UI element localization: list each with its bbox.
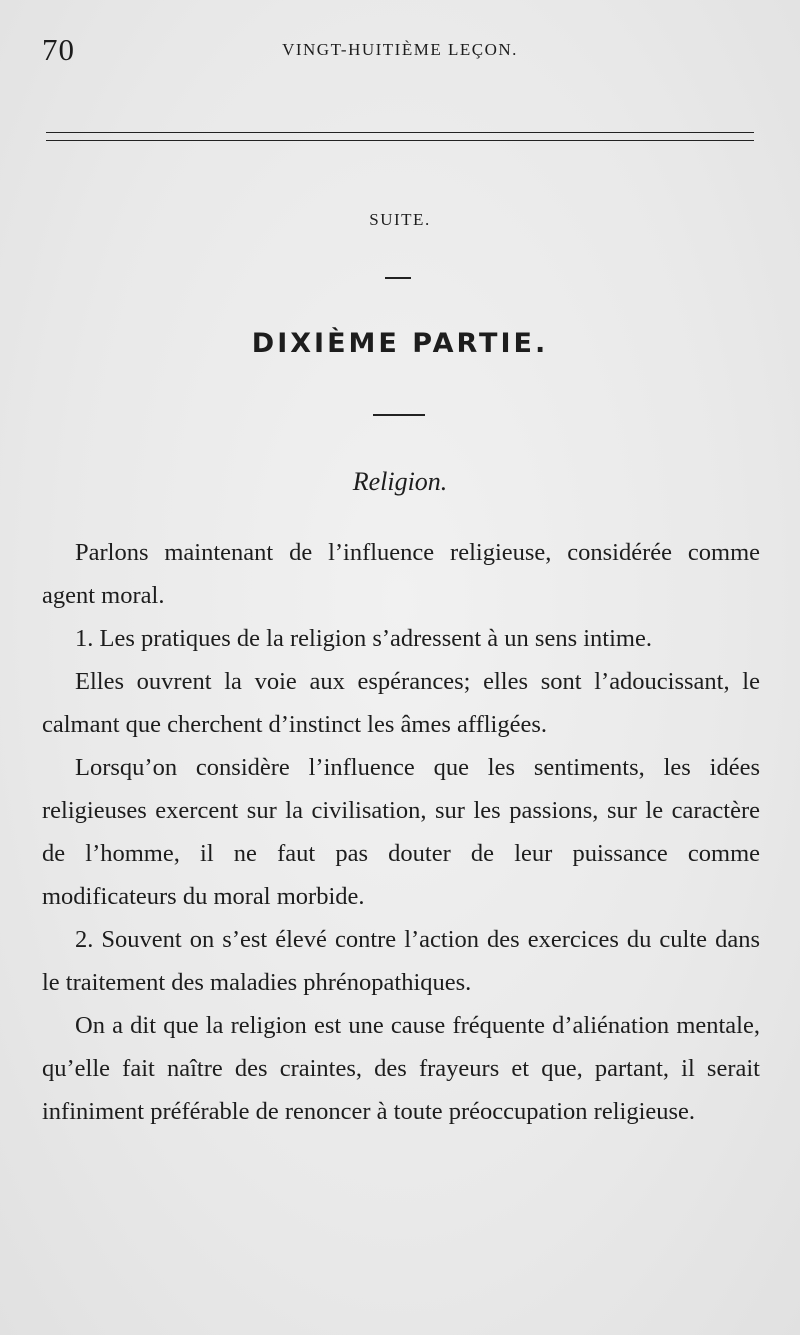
part-title: DIXIÈME PARTIE. bbox=[251, 328, 549, 359]
separator-dash bbox=[385, 277, 411, 279]
body-text bbox=[42, 531, 760, 1133]
paragraph: On a dit que la religion est une cause fréquente d’aliénation mentale, qu’elle fait naître des craintes, des frayeurs et que, partant, il serait infiniment préférable de renoncer à toute préoccupation religieuse. bbox=[42, 1012, 760, 1125]
header-double-rule bbox=[46, 132, 754, 141]
running-head: VINGT-HUITIÈME LEÇON. bbox=[282, 40, 518, 59]
page-header bbox=[0, 28, 800, 78]
paragraph: 2. Souvent on s’est élevé contre l’action des exercices du culte dans le traitement des maladies phrénopathiques. bbox=[42, 926, 760, 996]
separator-dash bbox=[373, 414, 425, 416]
paragraph: Lorsqu’on considère l’influence que les sentiments, les idées religieuses exercent sur la civilisation, sur les passions, sur le caractère de l’homme, il ne faut pas douter de leur puissance comme modificateurs du moral morbide. bbox=[42, 754, 760, 910]
paragraph: Parlons maintenant de l’influence religieuse, considérée comme agent moral. bbox=[42, 539, 760, 609]
section-title: Religion. bbox=[352, 467, 448, 496]
page-number: 70 bbox=[42, 32, 75, 67]
continuation-label: SUITE. bbox=[369, 210, 431, 229]
paragraph: Elles ouvrent la voie aux espérances; elles sont l’adoucissant, le calmant que cherchent d’instinct les âmes affligées. bbox=[42, 668, 760, 738]
paragraph: 1. Les pratiques de la religion s’adressent à un sens intime. bbox=[75, 625, 652, 652]
